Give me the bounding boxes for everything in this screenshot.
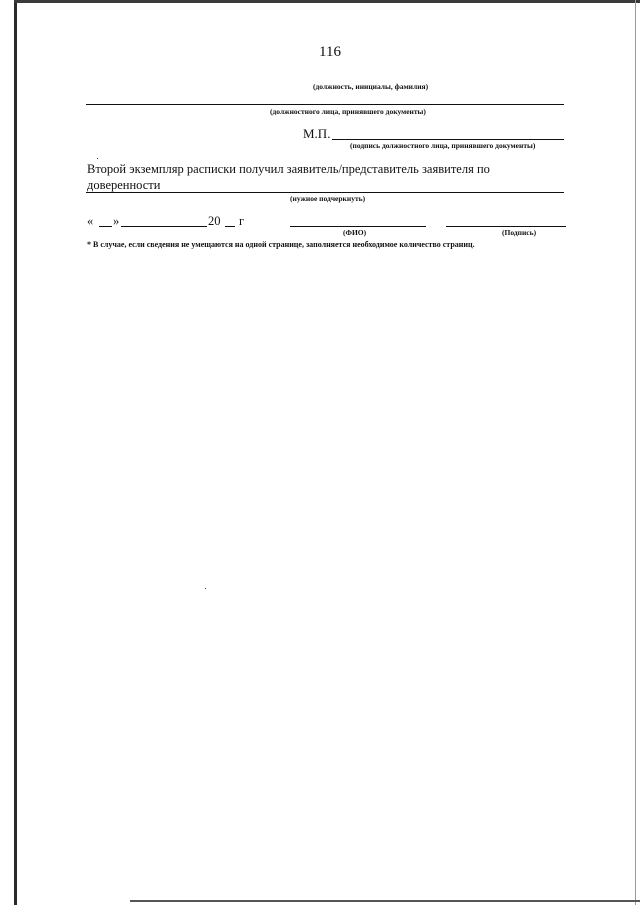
fio-line <box>290 226 426 227</box>
second-copy-text-line1: Второй экземпляр расписки получил заявитель/представитель заявителя по <box>87 162 490 176</box>
signature-official-caption: (подпись должностного лица, принявшего документы) <box>350 141 536 150</box>
date-close-quote: » <box>113 214 120 228</box>
second-copy-text-line2: доверенности <box>87 178 161 192</box>
date-open-quote: « <box>87 214 94 228</box>
signature-line <box>446 226 566 227</box>
seal-label: М.П. <box>303 126 331 141</box>
official-signature-line <box>332 139 564 140</box>
date-year-suffix: г <box>239 214 245 228</box>
month-blank <box>121 226 207 227</box>
year-blank <box>225 226 235 227</box>
scan-edge-right <box>635 0 636 905</box>
scan-edge-left <box>14 0 17 905</box>
scan-edge-top <box>14 0 640 3</box>
underline-needed-caption: (нужное подчеркнуть) <box>290 194 366 203</box>
day-blank <box>99 226 112 227</box>
scan-edge-bottom <box>130 900 640 902</box>
scan-speck <box>97 158 98 159</box>
fio-caption: (ФИО) <box>343 228 367 237</box>
signature-caption: (Подпись) <box>502 228 537 237</box>
scan-speck <box>205 588 206 589</box>
representative-underline <box>86 192 564 193</box>
official-accepting-caption: (должностного лица, принявшего документы) <box>270 107 426 116</box>
official-name-line <box>86 104 564 105</box>
page-number: 116 <box>319 44 341 60</box>
position-initials-surname-caption: (должность, инициалы, фамилия) <box>313 82 429 91</box>
footnote: * В случае, если сведения не умещаются на одной странице, заполняется необходимое количество страниц. <box>87 240 475 249</box>
date-year-prefix: 20 <box>208 214 221 228</box>
